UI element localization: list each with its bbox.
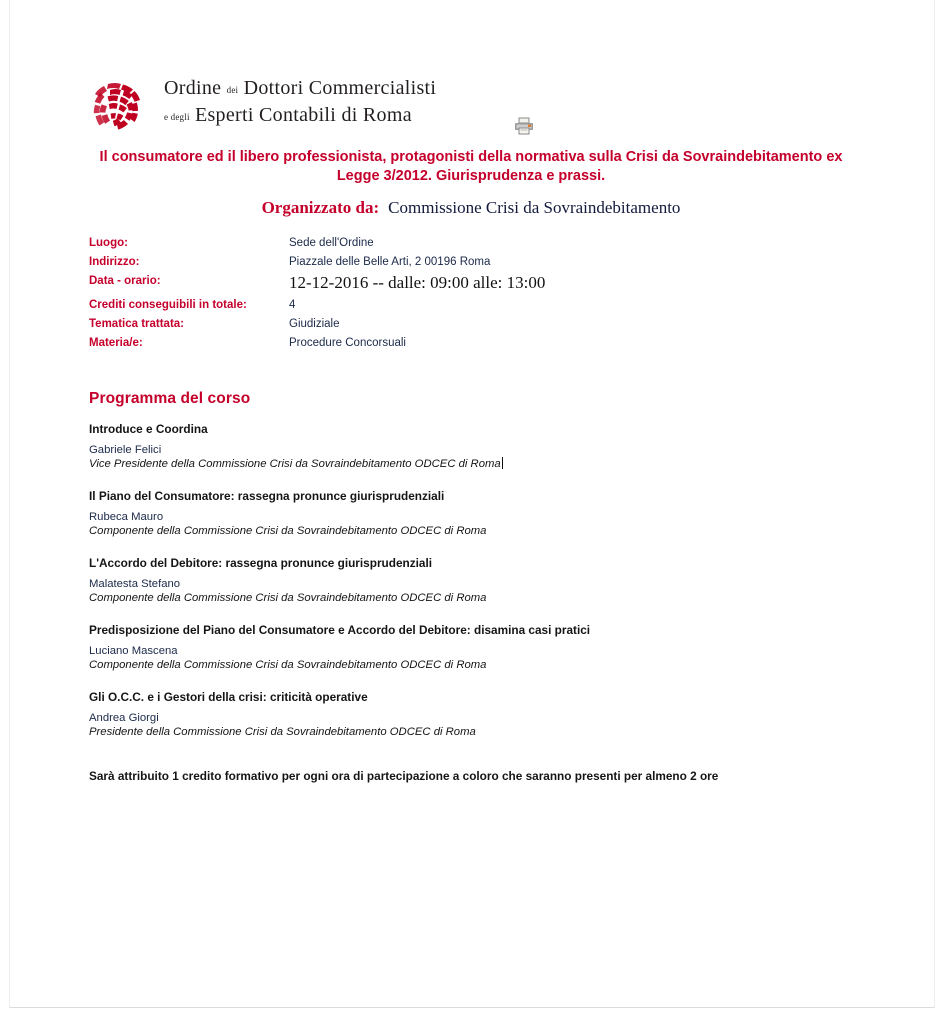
course-info-table bbox=[89, 234, 709, 353]
programme-item bbox=[89, 689, 849, 739]
organization-line2-post: Esperti Contabili di Roma bbox=[194, 104, 412, 126]
info-row-label: Tematica trattata: bbox=[89, 318, 185, 330]
programme-item bbox=[89, 488, 849, 538]
programme-topic: Predisposizione del Piano del Consumatore e Accordo del Debitore: disamina casi pratici bbox=[89, 623, 591, 637]
programme-topic: L'Accordo del Debitore: rassegna pronunce giurisprudenziali bbox=[89, 556, 433, 570]
programme-item bbox=[89, 622, 849, 672]
organization-line1-post: Dottori Commercialisti bbox=[243, 77, 437, 99]
info-row bbox=[89, 296, 709, 315]
info-row-label: Materia/e: bbox=[89, 337, 143, 349]
programme-speaker: Malatesta Stefano bbox=[89, 578, 181, 590]
credits-footer-note: Sarà attribuito 1 credito formativo per ogni ora di partecipazione a coloro che saranno presenti per almeno 2 ore bbox=[89, 769, 719, 783]
info-row-value: 4 bbox=[289, 299, 296, 311]
organizer-label: Organizzato da: bbox=[261, 198, 380, 217]
programme-speaker-role: Componente della Commissione Crisi da Sovraindebitamento ODCEC di Roma bbox=[89, 592, 487, 604]
course-title: Il consumatore ed il libero professionista, protagonisti della normativa sulla Crisi da Sovraindebitamento ex Legge 3/2012. Giurisprudenza e prassi. bbox=[99, 149, 843, 184]
programme-list bbox=[89, 421, 849, 756]
programme-speaker: Andrea Giorgi bbox=[89, 712, 159, 724]
organizer-line bbox=[92, 197, 850, 219]
organization-line2-small: e degli bbox=[164, 112, 190, 122]
info-row-label: Indirizzo: bbox=[89, 256, 140, 268]
info-row-value: Piazzale delle Belle Arti, 2 00196 Roma bbox=[289, 256, 491, 268]
programme-topic: Gli O.C.C. e i Gestori della crisi: criticità operative bbox=[89, 690, 368, 704]
programme-speaker-role: Componente della Commissione Crisi da Sovraindebitamento ODCEC di Roma bbox=[89, 525, 487, 537]
info-row-value: Giudiziale bbox=[289, 318, 340, 330]
programme-item bbox=[89, 421, 849, 471]
course-info-body bbox=[89, 234, 709, 353]
info-row bbox=[89, 315, 709, 334]
document-header bbox=[88, 78, 848, 136]
text-cursor bbox=[502, 457, 503, 469]
printer-icon[interactable] bbox=[513, 116, 535, 136]
programme-speaker: Luciano Mascena bbox=[89, 645, 178, 657]
programme-speaker-role: Componente della Commissione Crisi da Sovraindebitamento ODCEC di Roma bbox=[89, 659, 487, 671]
organizer-value: Commissione Crisi da Sovraindebitamento bbox=[388, 198, 681, 217]
programme-speaker-role: Vice Presidente della Commissione Crisi da Sovraindebitamento ODCEC di Roma bbox=[89, 458, 501, 470]
info-row bbox=[89, 334, 709, 353]
organization-line1-pre: Ordine bbox=[164, 77, 222, 99]
programme-heading: Programma del corso bbox=[89, 390, 251, 407]
organization-line1-small: dei bbox=[226, 85, 239, 95]
info-row bbox=[89, 234, 709, 253]
programme-topic: Introduce e Coordina bbox=[89, 422, 208, 436]
red-globe-logo bbox=[88, 80, 144, 132]
info-row-value: Sede dell'Ordine bbox=[289, 237, 374, 249]
programme-speaker: Rubeca Mauro bbox=[89, 511, 164, 523]
info-row bbox=[89, 272, 709, 296]
programme-item bbox=[89, 555, 849, 605]
organization-name bbox=[164, 76, 436, 130]
info-row-value: Procedure Concorsuali bbox=[289, 337, 406, 349]
info-row-value: 12-12-2016 -- dalle: 09:00 alle: 13:00 bbox=[289, 273, 546, 292]
organization-line-2 bbox=[164, 103, 436, 130]
info-row bbox=[89, 253, 709, 272]
info-row-label: Data - orario: bbox=[89, 275, 161, 287]
info-row-label: Luogo: bbox=[89, 237, 128, 249]
programme-speaker-role: Presidente della Commissione Crisi da Sovraindebitamento ODCEC di Roma bbox=[89, 726, 476, 738]
programme-speaker: Gabriele Felici bbox=[89, 444, 162, 456]
programme-topic: Il Piano del Consumatore: rassegna pronunce giurisprudenziali bbox=[89, 489, 445, 503]
info-row-label: Crediti conseguibili in totale: bbox=[89, 299, 247, 311]
organization-line-1 bbox=[164, 76, 436, 103]
